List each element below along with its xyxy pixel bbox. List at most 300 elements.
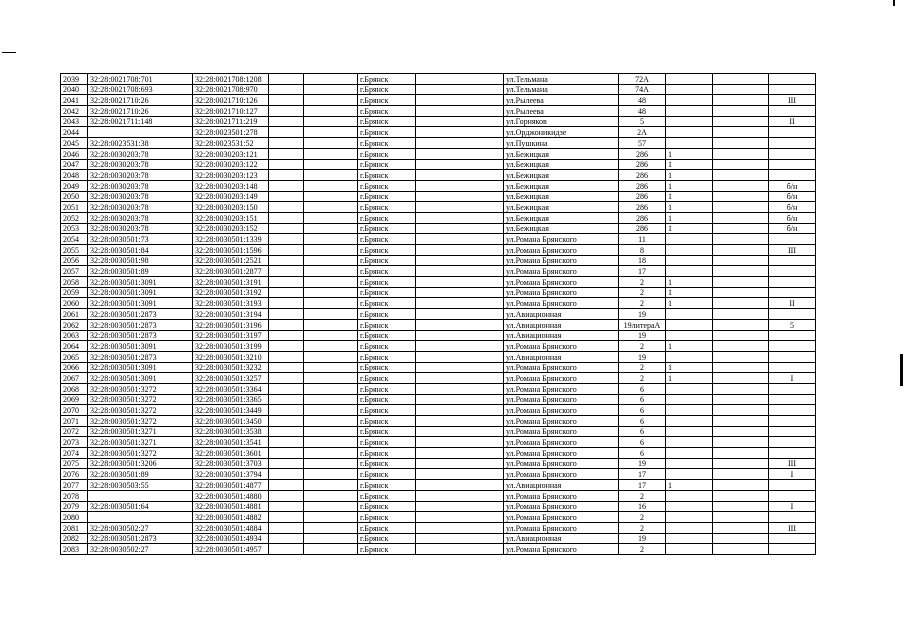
building-number-cell: 1: [666, 287, 713, 298]
blank-column-1-cell: [269, 298, 304, 309]
parent-cadastral-number-cell: 32:28:0030203:78: [88, 180, 193, 191]
house-number-cell: 74А: [619, 84, 666, 95]
blank-column-1-cell: [269, 319, 304, 330]
cadastral-number-cell: 32:28:0021710:127: [193, 106, 269, 117]
blank-column-1-cell: [269, 245, 304, 256]
blank-column-2-cell: [304, 490, 358, 501]
blank-column-4-cell: [713, 298, 769, 309]
blank-column-2-cell: [304, 255, 358, 266]
blank-column-2-cell: [304, 191, 358, 202]
building-number-cell: 1: [666, 480, 713, 491]
building-number-cell: 1: [666, 341, 713, 352]
table-row: [61, 512, 816, 523]
city-cell: г.Брянск: [358, 405, 416, 416]
cadastral-number-cell: 32:28:0023531:52: [193, 138, 269, 149]
house-number-cell: 19: [619, 309, 666, 320]
page-edge-mark: [893, 0, 895, 6]
blank-column-1-cell: [269, 405, 304, 416]
category-cell: [769, 362, 816, 373]
category-cell: б/н: [769, 223, 816, 234]
table-row: [61, 383, 816, 394]
category-cell: III: [769, 95, 816, 106]
blank-column-1-cell: [269, 170, 304, 181]
parent-cadastral-number-cell: 32:28:0030501:3272: [88, 394, 193, 405]
row-number-cell: 2073: [61, 437, 88, 448]
cadastral-number-cell: 32:28:0030203:121: [193, 148, 269, 159]
category-cell: [769, 426, 816, 437]
building-number-cell: [666, 84, 713, 95]
blank-column-4-cell: [713, 245, 769, 256]
city-cell: г.Брянск: [358, 544, 416, 555]
building-number-cell: [666, 501, 713, 512]
blank-column-4-cell: [713, 191, 769, 202]
blank-column-3-cell: [416, 416, 504, 427]
blank-column-4-cell: [713, 405, 769, 416]
parent-cadastral-number-cell: 32:28:0030501:2873: [88, 319, 193, 330]
parent-cadastral-number-cell: 32:28:0030203:78: [88, 170, 193, 181]
building-number-cell: [666, 394, 713, 405]
cadastral-number-cell: 32:28:0030501:3794: [193, 469, 269, 480]
building-number-cell: [666, 330, 713, 341]
blank-column-1-cell: [269, 501, 304, 512]
building-number-cell: [666, 544, 713, 555]
parent-cadastral-number-cell: 32:28:0030501:3272: [88, 405, 193, 416]
house-number-cell: 286: [619, 191, 666, 202]
blank-column-4-cell: [713, 522, 769, 533]
blank-column-1-cell: [269, 287, 304, 298]
city-cell: г.Брянск: [358, 490, 416, 501]
city-cell: г.Брянск: [358, 266, 416, 277]
city-cell: г.Брянск: [358, 383, 416, 394]
house-number-cell: 19: [619, 458, 666, 469]
blank-column-3-cell: [416, 394, 504, 405]
table-row: [61, 266, 816, 277]
cadastral-number-cell: 32:28:0030501:3194: [193, 309, 269, 320]
house-number-cell: 6: [619, 405, 666, 416]
blank-column-4-cell: [713, 223, 769, 234]
parent-cadastral-number-cell: [88, 127, 193, 138]
street-cell: ул.Бежицкая: [504, 170, 619, 181]
building-number-cell: 1: [666, 223, 713, 234]
house-number-cell: 286: [619, 223, 666, 234]
street-cell: ул.Романа Брянского: [504, 522, 619, 533]
city-cell: г.Брянск: [358, 191, 416, 202]
blank-column-2-cell: [304, 319, 358, 330]
blank-column-3-cell: [416, 106, 504, 117]
table-row: [61, 341, 816, 352]
blank-column-3-cell: [416, 362, 504, 373]
parent-cadastral-number-cell: 32:28:0030502:27: [88, 544, 193, 555]
street-cell: ул.Романа Брянского: [504, 458, 619, 469]
street-cell: ул.Авиационная: [504, 319, 619, 330]
parent-cadastral-number-cell: 32:28:0021710:26: [88, 95, 193, 106]
house-number-cell: 6: [619, 426, 666, 437]
blank-column-3-cell: [416, 512, 504, 523]
blank-column-3-cell: [416, 319, 504, 330]
cadastral-number-cell: 32:28:0023501:278: [193, 127, 269, 138]
blank-column-3-cell: [416, 544, 504, 555]
cadastral-number-cell: 32:28:0030203:123: [193, 170, 269, 181]
blank-column-2-cell: [304, 212, 358, 223]
cadastral-number-cell: 32:28:0030501:1339: [193, 234, 269, 245]
blank-column-4-cell: [713, 341, 769, 352]
blank-column-1-cell: [269, 180, 304, 191]
street-cell: ул.Бежицкая: [504, 202, 619, 213]
cadastral-number-cell: 32:28:0030501:3199: [193, 341, 269, 352]
blank-column-3-cell: [416, 469, 504, 480]
table-row: [61, 544, 816, 555]
parent-cadastral-number-cell: 32:28:0030501:3272: [88, 416, 193, 427]
city-cell: г.Брянск: [358, 223, 416, 234]
blank-column-4-cell: [713, 277, 769, 288]
parent-cadastral-number-cell: 32:28:0030501:84: [88, 245, 193, 256]
street-cell: ул.Рылеева: [504, 95, 619, 106]
blank-column-4-cell: [713, 319, 769, 330]
house-number-cell: 6: [619, 416, 666, 427]
blank-column-1-cell: [269, 416, 304, 427]
row-number-cell: 2042: [61, 106, 88, 117]
parent-cadastral-number-cell: 32:28:0030501:2873: [88, 330, 193, 341]
category-cell: [769, 159, 816, 170]
category-cell: 5: [769, 319, 816, 330]
blank-column-1-cell: [269, 106, 304, 117]
blank-column-2-cell: [304, 116, 358, 127]
blank-column-4-cell: [713, 383, 769, 394]
street-cell: ул.Романа Брянского: [504, 512, 619, 523]
cadastral-number-cell: 32:28:0021710:126: [193, 95, 269, 106]
blank-column-1-cell: [269, 277, 304, 288]
blank-column-3-cell: [416, 234, 504, 245]
blank-column-4-cell: [713, 480, 769, 491]
row-number-cell: 2049: [61, 180, 88, 191]
table-row: [61, 448, 816, 459]
category-cell: [769, 287, 816, 298]
table-row: [61, 458, 816, 469]
row-number-cell: 2063: [61, 330, 88, 341]
blank-column-1-cell: [269, 159, 304, 170]
building-number-cell: 1: [666, 180, 713, 191]
blank-column-2-cell: [304, 458, 358, 469]
row-number-cell: 2045: [61, 138, 88, 149]
blank-column-2-cell: [304, 202, 358, 213]
blank-column-4-cell: [713, 170, 769, 181]
blank-column-2-cell: [304, 223, 358, 234]
blank-column-4-cell: [713, 437, 769, 448]
table-row: [61, 330, 816, 341]
blank-column-2-cell: [304, 533, 358, 544]
cadastral-number-cell: 32:28:0030501:3449: [193, 405, 269, 416]
table-row: [61, 522, 816, 533]
house-number-cell: 2: [619, 287, 666, 298]
city-cell: г.Брянск: [358, 298, 416, 309]
category-cell: [769, 309, 816, 320]
category-cell: II: [769, 298, 816, 309]
category-cell: [769, 106, 816, 117]
house-number-cell: 286: [619, 212, 666, 223]
blank-column-3-cell: [416, 330, 504, 341]
cadastral-number-cell: 32:28:0030203:150: [193, 202, 269, 213]
parent-cadastral-number-cell: 32:28:0030501:89: [88, 469, 193, 480]
blank-column-3-cell: [416, 116, 504, 127]
city-cell: г.Брянск: [358, 127, 416, 138]
table-row: [61, 95, 816, 106]
cadastral-number-cell: 32:28:0030501:3541: [193, 437, 269, 448]
parent-cadastral-number-cell: 32:28:0030501:98: [88, 255, 193, 266]
street-cell: ул.Романа Брянского: [504, 448, 619, 459]
table-row: [61, 319, 816, 330]
blank-column-3-cell: [416, 341, 504, 352]
house-number-cell: 2: [619, 490, 666, 501]
building-number-cell: 1: [666, 148, 713, 159]
row-number-cell: 2044: [61, 127, 88, 138]
building-number-cell: 1: [666, 277, 713, 288]
street-cell: ул.Авиационная: [504, 309, 619, 320]
blank-column-1-cell: [269, 469, 304, 480]
blank-column-1-cell: [269, 95, 304, 106]
street-cell: ул.Романа Брянского: [504, 437, 619, 448]
category-cell: [769, 148, 816, 159]
blank-column-1-cell: [269, 522, 304, 533]
parent-cadastral-number-cell: 32:28:0030501:3091: [88, 341, 193, 352]
house-number-cell: 48: [619, 106, 666, 117]
table-body: [61, 74, 816, 555]
category-cell: I: [769, 469, 816, 480]
building-number-cell: [666, 448, 713, 459]
table-row: [61, 501, 816, 512]
blank-column-3-cell: [416, 522, 504, 533]
house-number-cell: 286: [619, 202, 666, 213]
blank-column-2-cell: [304, 416, 358, 427]
category-cell: [769, 351, 816, 362]
house-number-cell: 19: [619, 533, 666, 544]
blank-column-2-cell: [304, 437, 358, 448]
parent-cadastral-number-cell: 32:28:0030203:78: [88, 223, 193, 234]
table-row: [61, 437, 816, 448]
blank-column-2-cell: [304, 512, 358, 523]
row-number-cell: 2074: [61, 448, 88, 459]
blank-column-4-cell: [713, 373, 769, 384]
house-number-cell: 16: [619, 501, 666, 512]
cadastral-number-cell: 32:28:0030501:3192: [193, 287, 269, 298]
blank-column-3-cell: [416, 448, 504, 459]
row-number-cell: 2051: [61, 202, 88, 213]
house-number-cell: 2: [619, 512, 666, 523]
house-number-cell: 5: [619, 116, 666, 127]
city-cell: г.Брянск: [358, 533, 416, 544]
table-row: [61, 212, 816, 223]
blank-column-2-cell: [304, 405, 358, 416]
category-cell: I: [769, 373, 816, 384]
city-cell: г.Брянск: [358, 148, 416, 159]
blank-column-3-cell: [416, 127, 504, 138]
category-cell: III: [769, 245, 816, 256]
street-cell: ул.Авиационная: [504, 330, 619, 341]
city-cell: г.Брянск: [358, 170, 416, 181]
category-cell: [769, 255, 816, 266]
street-cell: ул.Романа Брянского: [504, 234, 619, 245]
category-cell: [769, 437, 816, 448]
blank-column-3-cell: [416, 533, 504, 544]
blank-column-3-cell: [416, 245, 504, 256]
blank-column-2-cell: [304, 351, 358, 362]
street-cell: ул.Романа Брянского: [504, 469, 619, 480]
building-number-cell: [666, 437, 713, 448]
building-number-cell: [666, 245, 713, 256]
row-number-cell: 2061: [61, 309, 88, 320]
house-number-cell: 19: [619, 351, 666, 362]
blank-column-2-cell: [304, 287, 358, 298]
house-number-cell: 48: [619, 95, 666, 106]
cadastral-number-cell: 32:28:0030501:4877: [193, 480, 269, 491]
table-row: [61, 170, 816, 181]
parent-cadastral-number-cell: 32:28:0030203:78: [88, 212, 193, 223]
parent-cadastral-number-cell: 32:28:0030203:78: [88, 191, 193, 202]
city-cell: г.Брянск: [358, 95, 416, 106]
parent-cadastral-number-cell: 32:28:0030501:3271: [88, 437, 193, 448]
cadastral-number-cell: 32:28:0030501:4880: [193, 490, 269, 501]
building-number-cell: [666, 266, 713, 277]
street-cell: ул.Романа Брянского: [504, 362, 619, 373]
cadastral-number-cell: 32:28:0030501:3703: [193, 458, 269, 469]
category-cell: [769, 170, 816, 181]
cadastral-number-cell: 32:28:0030501:3197: [193, 330, 269, 341]
row-number-cell: 2075: [61, 458, 88, 469]
category-cell: [769, 234, 816, 245]
parent-cadastral-number-cell: 32:28:0023531:38: [88, 138, 193, 149]
blank-column-4-cell: [713, 159, 769, 170]
table-row: [61, 138, 816, 149]
blank-column-1-cell: [269, 437, 304, 448]
page-edge-mark: [2, 52, 16, 53]
blank-column-4-cell: [713, 490, 769, 501]
building-number-cell: 1: [666, 191, 713, 202]
building-number-cell: 1: [666, 298, 713, 309]
category-cell: III: [769, 522, 816, 533]
house-number-cell: 6: [619, 383, 666, 394]
house-number-cell: 8: [619, 245, 666, 256]
table-row: [61, 533, 816, 544]
blank-column-3-cell: [416, 373, 504, 384]
cadastral-number-cell: 32:28:0030501:3191: [193, 277, 269, 288]
blank-column-3-cell: [416, 84, 504, 95]
blank-column-4-cell: [713, 351, 769, 362]
table-row: [61, 287, 816, 298]
table-row: [61, 106, 816, 117]
blank-column-4-cell: [713, 95, 769, 106]
blank-column-3-cell: [416, 383, 504, 394]
blank-column-2-cell: [304, 180, 358, 191]
blank-column-1-cell: [269, 212, 304, 223]
blank-column-2-cell: [304, 362, 358, 373]
table-row: [61, 74, 816, 85]
blank-column-3-cell: [416, 223, 504, 234]
building-number-cell: [666, 416, 713, 427]
blank-column-2-cell: [304, 127, 358, 138]
row-number-cell: 2082: [61, 533, 88, 544]
table-row: [61, 116, 816, 127]
category-cell: [769, 383, 816, 394]
row-number-cell: 2081: [61, 522, 88, 533]
cadastral-number-cell: 32:28:0030501:1596: [193, 245, 269, 256]
blank-column-3-cell: [416, 266, 504, 277]
row-number-cell: 2054: [61, 234, 88, 245]
building-number-cell: [666, 383, 713, 394]
street-cell: ул.Романа Брянского: [504, 266, 619, 277]
row-number-cell: 2065: [61, 351, 88, 362]
blank-column-3-cell: [416, 501, 504, 512]
row-number-cell: 2041: [61, 95, 88, 106]
building-number-cell: [666, 490, 713, 501]
row-number-cell: 2043: [61, 116, 88, 127]
city-cell: г.Брянск: [358, 159, 416, 170]
city-cell: г.Брянск: [358, 116, 416, 127]
table-row: [61, 223, 816, 234]
blank-column-2-cell: [304, 84, 358, 95]
table-row: [61, 416, 816, 427]
blank-column-2-cell: [304, 394, 358, 405]
city-cell: г.Брянск: [358, 319, 416, 330]
city-cell: г.Брянск: [358, 458, 416, 469]
blank-column-1-cell: [269, 127, 304, 138]
row-number-cell: 2062: [61, 319, 88, 330]
table-row: [61, 480, 816, 491]
blank-column-1-cell: [269, 458, 304, 469]
city-cell: г.Брянск: [358, 522, 416, 533]
street-cell: ул.Романа Брянского: [504, 341, 619, 352]
blank-column-2-cell: [304, 298, 358, 309]
category-cell: [769, 277, 816, 288]
blank-column-1-cell: [269, 309, 304, 320]
blank-column-4-cell: [713, 512, 769, 523]
blank-column-3-cell: [416, 159, 504, 170]
page-edge-mark: [900, 354, 903, 386]
table-row: [61, 490, 816, 501]
street-cell: ул.Рылеева: [504, 106, 619, 117]
city-cell: г.Брянск: [358, 448, 416, 459]
blank-column-4-cell: [713, 202, 769, 213]
city-cell: г.Брянск: [358, 138, 416, 149]
blank-column-1-cell: [269, 223, 304, 234]
blank-column-3-cell: [416, 148, 504, 159]
category-cell: I: [769, 501, 816, 512]
cadastral-number-cell: 32:28:0030501:3601: [193, 448, 269, 459]
blank-column-3-cell: [416, 480, 504, 491]
blank-column-2-cell: [304, 501, 358, 512]
building-number-cell: [666, 106, 713, 117]
house-number-cell: 2: [619, 522, 666, 533]
house-number-cell: 11: [619, 234, 666, 245]
table-row: [61, 148, 816, 159]
blank-column-3-cell: [416, 170, 504, 181]
category-cell: [769, 480, 816, 491]
table-row: [61, 255, 816, 266]
house-number-cell: 2: [619, 373, 666, 384]
street-cell: ул.Бежицкая: [504, 180, 619, 191]
table-row: [61, 245, 816, 256]
building-number-cell: 1: [666, 362, 713, 373]
street-cell: ул.Тельмана: [504, 74, 619, 85]
blank-column-3-cell: [416, 255, 504, 266]
blank-column-4-cell: [713, 148, 769, 159]
building-number-cell: [666, 127, 713, 138]
parent-cadastral-number-cell: 32:28:0030501:2873: [88, 533, 193, 544]
blank-column-1-cell: [269, 191, 304, 202]
house-number-cell: 2: [619, 544, 666, 555]
row-number-cell: 2040: [61, 84, 88, 95]
blank-column-1-cell: [269, 362, 304, 373]
row-number-cell: 2076: [61, 469, 88, 480]
cadastral-number-cell: 32:28:0030501:3193: [193, 298, 269, 309]
